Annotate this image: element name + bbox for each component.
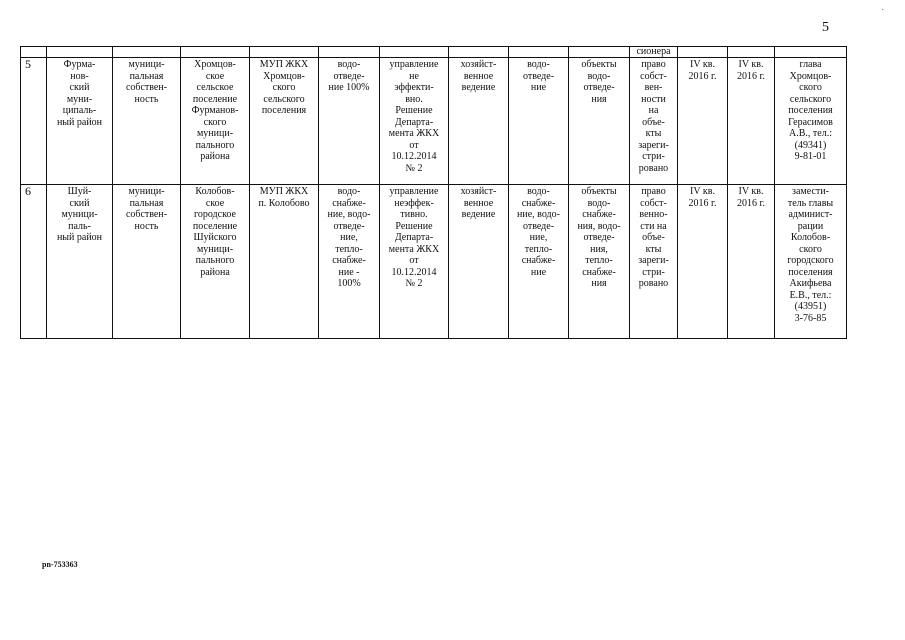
deadline-start-cell: IV кв. 2016 г. — [678, 58, 728, 185]
service-type-cell: водо- снабже- ние, водо- отведе- ние, тепло- снабже- ние — [509, 185, 569, 339]
table-cell — [728, 47, 775, 58]
registration-cell: право собст- венно- сти на объе- кты зареги- стри- ровано — [630, 185, 678, 339]
deadline-end-cell: IV кв. 2016 г. — [728, 58, 775, 185]
service-type-cell: водо- отведе- ние — [509, 58, 569, 185]
row-number-cell: 5 — [21, 58, 47, 185]
district-cell: Фурма- нов- ский муни- ципаль- ный район — [47, 58, 113, 185]
table-cell — [380, 47, 449, 58]
organization-cell: МУП ЖКХ Хромцов- ского сельского поселения — [250, 58, 319, 185]
settlement-cell: Хромцов- ское сельское поселение Фурманов- ского муници- пального района — [181, 58, 250, 185]
table-cell — [113, 47, 181, 58]
management-cell: управление не эффекти- вно. Решение Департа- мента ЖКХ от 10.12.2014 № 2 — [380, 58, 449, 185]
services-cell: водо- снабже- ние, водо- отведе- ние, тепло- снабже- ние - 100% — [319, 185, 380, 339]
table-row — [21, 58, 847, 185]
table-cell — [319, 47, 380, 58]
ownership-cell: муници- пальная собствен- ность — [113, 58, 181, 185]
deadline-end-cell: IV кв. 2016 г. — [728, 185, 775, 339]
tenure-cell: хозяйст- венное ведение — [449, 185, 509, 339]
table-cell — [47, 47, 113, 58]
responsible-cell: глава Хромцов- ского сельского поселения Герасимов А.В., тел.: (49341) 9-81-01 — [775, 58, 847, 185]
table-cell: сионера — [630, 47, 678, 58]
management-cell: управление неэффек- тивно. Решение Департа- мента ЖКХ от 10.12.2014 № 2 — [380, 185, 449, 339]
table-cell — [775, 47, 847, 58]
responsible-cell: замести- тель главы админист- рации Колобов- ского городского поселения Акифьева Е.В., тел.: (43951) 3-76-85 — [775, 185, 847, 339]
page-number: 5 — [822, 20, 829, 35]
data-table — [20, 46, 847, 339]
table-row — [21, 185, 847, 339]
deadline-start-cell: IV кв. 2016 г. — [678, 185, 728, 339]
table-cell — [509, 47, 569, 58]
services-cell: водо- отведе- ние 100% — [319, 58, 380, 185]
objects-cell: объекты водо- отведе- ния — [569, 58, 630, 185]
table-cell — [181, 47, 250, 58]
settlement-cell: Колобов- ское городское поселение Шуйского муници- пального района — [181, 185, 250, 339]
table-cell — [449, 47, 509, 58]
header-continuation-row — [21, 47, 847, 58]
row-number-cell: 6 — [21, 185, 47, 339]
organization-cell: МУП ЖКХ п. Колобово — [250, 185, 319, 339]
ownership-cell: муници- пальная собствен- ность — [113, 185, 181, 339]
table-cell — [678, 47, 728, 58]
registration-cell: право собст- вен- ности на объе- кты зареги- стри- ровано — [630, 58, 678, 185]
district-cell: Шуй- ский муници- паль- ный район — [47, 185, 113, 339]
objects-cell: объекты водо- снабже- ния, водо- отведе- ния, тепло- снабже- ния — [569, 185, 630, 339]
document-code: pn-753363 — [42, 560, 78, 569]
table-cell — [569, 47, 630, 58]
table-cell — [250, 47, 319, 58]
tenure-cell: хозяйст- венное ведение — [449, 58, 509, 185]
table-cell — [21, 47, 47, 58]
scan-speck: · — [881, 5, 885, 16]
